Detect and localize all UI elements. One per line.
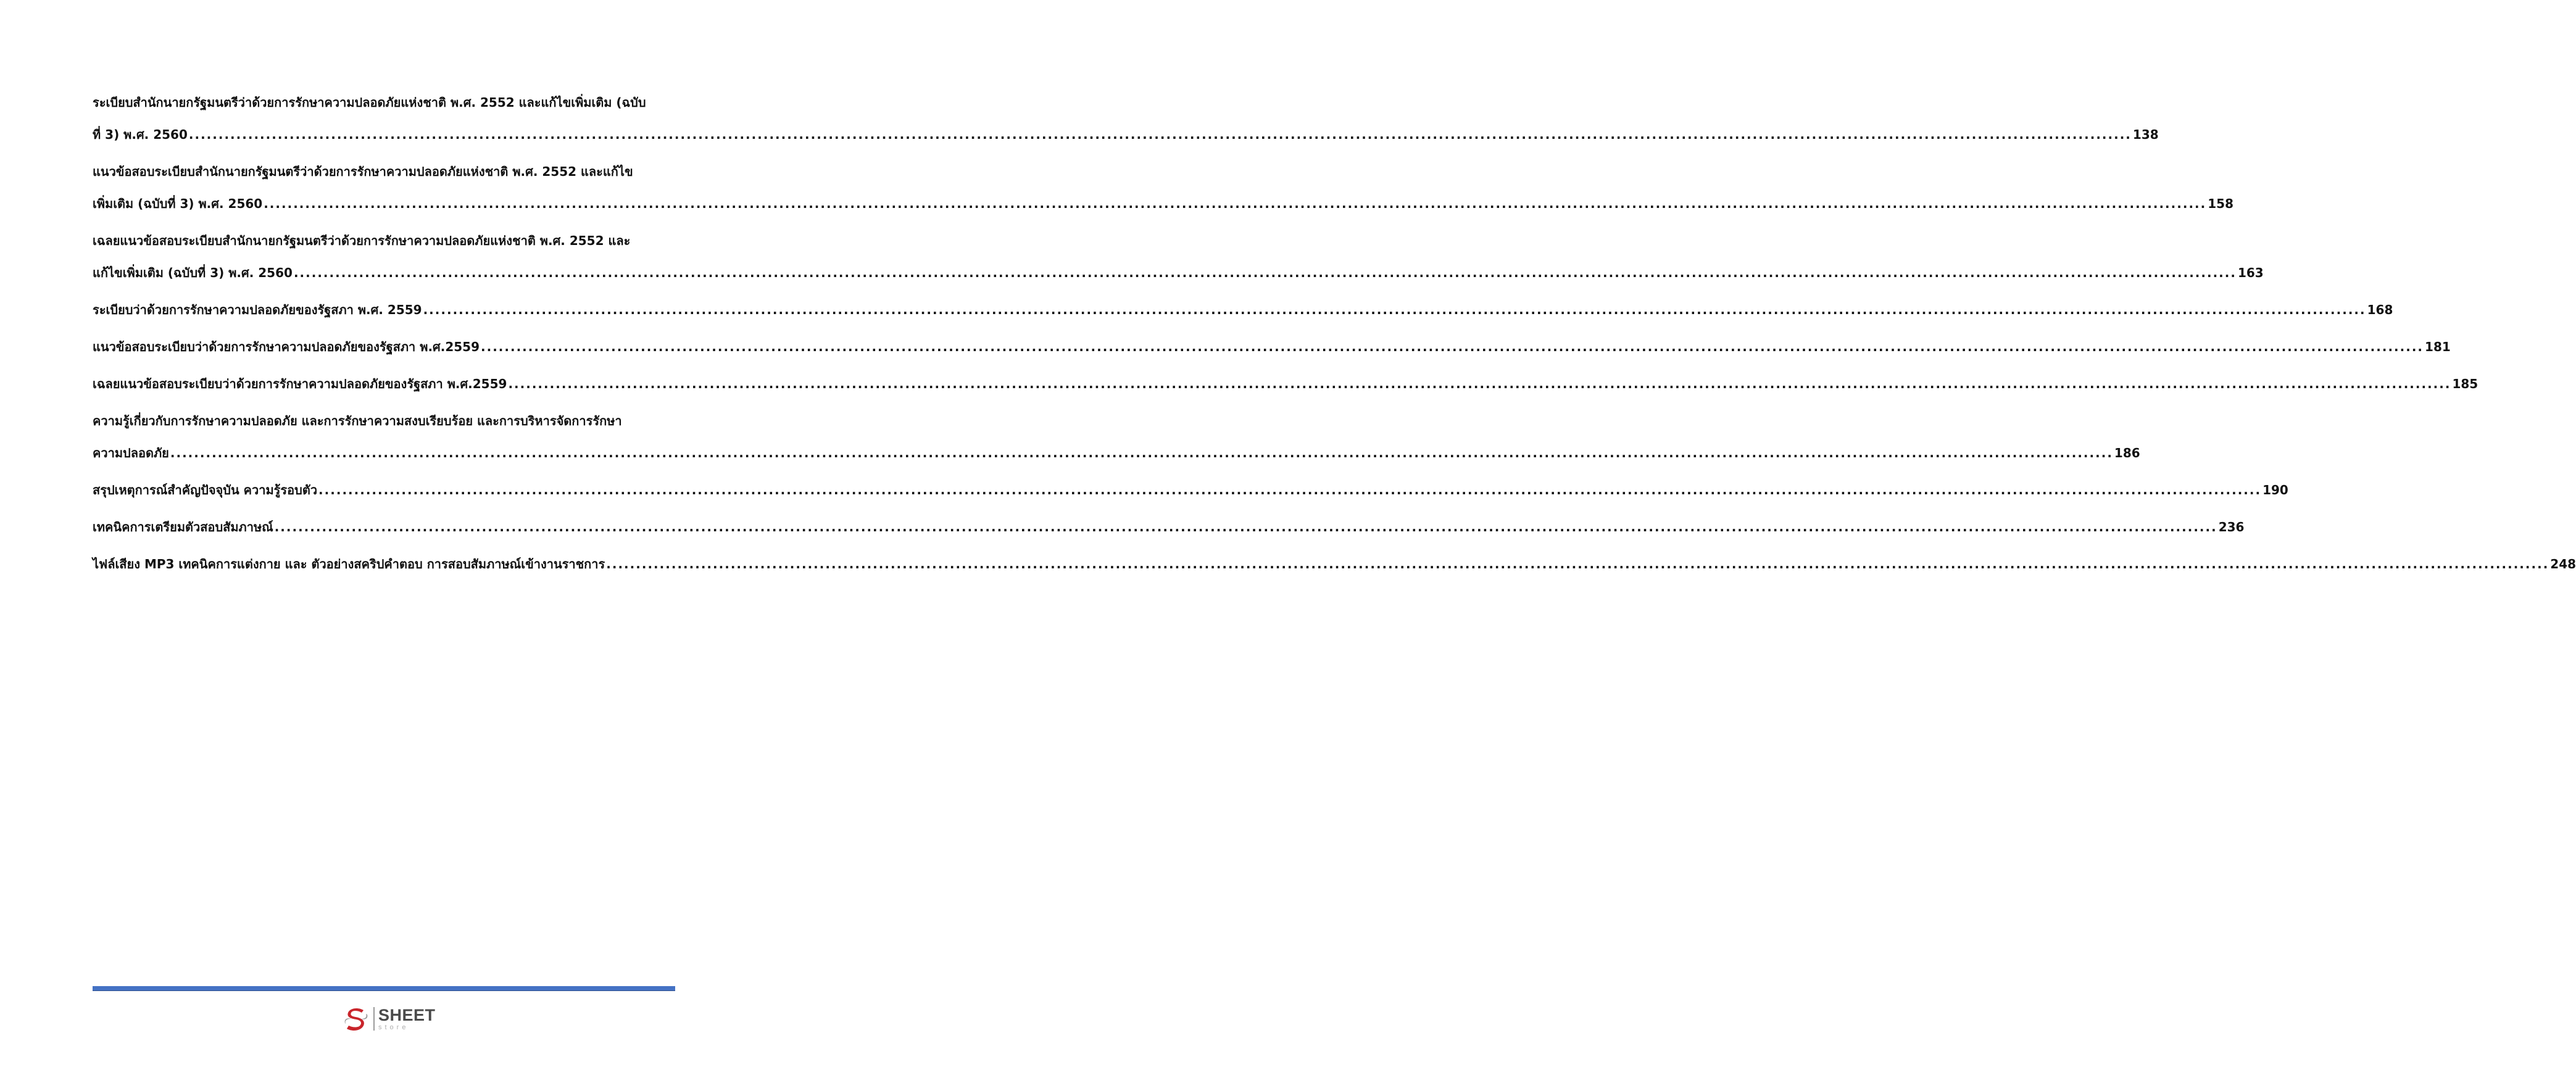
dot-leader: [606, 548, 2549, 580]
toc-entry-title-line2: เพิ่มเติม (ฉบับที่ 3) พ.ศ. 2560: [93, 196, 263, 211]
dot-leader: [275, 511, 2217, 543]
toc-page-number: 181: [2425, 339, 2451, 354]
toc-entry[interactable]: [93, 511, 2245, 543]
toc-entry-title: เฉลยแนวข้อสอบระเบียบว่าด้วยการรักษาความปลอดภัยของรัฐสภา พ.ศ.2559: [93, 376, 507, 391]
logo-separator: [373, 1007, 375, 1031]
dot-leader: [170, 437, 2113, 469]
logo-sub-text: store: [378, 1023, 409, 1031]
toc-entry-title-line2: ที่ 3) พ.ศ. 2560: [93, 127, 188, 142]
dot-leader: [264, 188, 2206, 220]
toc-page-number: 248: [2550, 557, 2576, 571]
toc-page-number: 236: [2218, 520, 2245, 534]
footer-rule: [93, 986, 675, 991]
toc-page-number: 138: [2132, 127, 2159, 142]
toc-entry[interactable]: [93, 474, 2288, 506]
toc-entry-title-line1: เฉลยแนวข้อสอบระเบียบสำนักนายกรัฐมนตรีว่าด้วยการรักษาความปลอดภัยแห่งชาติ พ.ศ. 2552 และ: [93, 233, 631, 248]
toc-page-number: 186: [2114, 446, 2140, 460]
table-of-contents: [93, 86, 2576, 585]
toc-entry-title: ไฟล์เสียง MP3 เทคนิคการแต่งกาย และ ตัวอย่างสคริปคำตอบ การสอบสัมภาษณ์เข้างานราชการ: [93, 557, 605, 571]
toc-entry-title: เทคนิคการเตรียมตัวสอบสัมภาษณ์: [93, 520, 273, 534]
toc-page-number: 158: [2208, 196, 2233, 211]
sheet-store-logo: [343, 1005, 436, 1033]
dot-leader: [481, 331, 2424, 363]
toc-entry-title: สรุปเหตุการณ์สำคัญปัจจุบัน ความรู้รอบตัว: [93, 483, 318, 497]
logo-brand-text: SHEET: [378, 1005, 436, 1024]
toc-entry[interactable]: [93, 225, 2264, 289]
toc-entry[interactable]: [93, 331, 2451, 363]
dot-leader: [508, 368, 2451, 400]
toc-entry-title: ระเบียบว่าด้วยการรักษาความปลอดภัยของรัฐสภา พ.ศ. 2559: [93, 302, 422, 317]
toc-entry[interactable]: [93, 405, 2140, 469]
toc-entry-title: แนวข้อสอบระเบียบว่าด้วยการรักษาความปลอดภัยของรัฐสภา พ.ศ.2559: [93, 339, 480, 354]
toc-entry[interactable]: [93, 86, 2159, 151]
dot-leader: [294, 257, 2237, 289]
toc-entry-title-line2: แก้ไขเพิ่มเติม (ฉบับที่ 3) พ.ศ. 2560: [93, 265, 293, 280]
toc-entry[interactable]: [93, 548, 2576, 580]
toc-entry[interactable]: [93, 156, 2233, 220]
dot-leader: [189, 118, 2132, 151]
toc-page-number: 168: [2367, 302, 2393, 317]
logo-wordmark: [378, 1007, 436, 1031]
toc-entry[interactable]: [93, 368, 2478, 400]
toc-entry-title-line1: ความรู้เกี่ยวกับการรักษาความปลอดภัย และการรักษาความสงบเรียบร้อย และการบริหารจัดการรักษา: [93, 413, 622, 428]
toc-entry[interactable]: [93, 294, 2393, 326]
sheet-store-s-icon: [343, 1005, 370, 1032]
toc-entry-title-line1: ระเบียบสำนักนายกรัฐมนตรีว่าด้วยการรักษาความปลอดภัยแห่งชาติ พ.ศ. 2552 และแก้ไขเพิ่มเติม (ฉบับ: [93, 95, 646, 110]
toc-entry-title-line1: แนวข้อสอบระเบียบสำนักนายกรัฐมนตรีว่าด้วยการรักษาความปลอดภัยแห่งชาติ พ.ศ. 2552 และแก้ไข: [93, 164, 633, 179]
toc-page-number: 163: [2237, 265, 2264, 280]
toc-page-number: 185: [2452, 376, 2478, 391]
dot-leader: [318, 474, 2261, 506]
toc-entry-title-line2: ความปลอดภัย: [93, 446, 169, 460]
dot-leader: [423, 294, 2366, 326]
toc-page-number: 190: [2262, 483, 2288, 497]
